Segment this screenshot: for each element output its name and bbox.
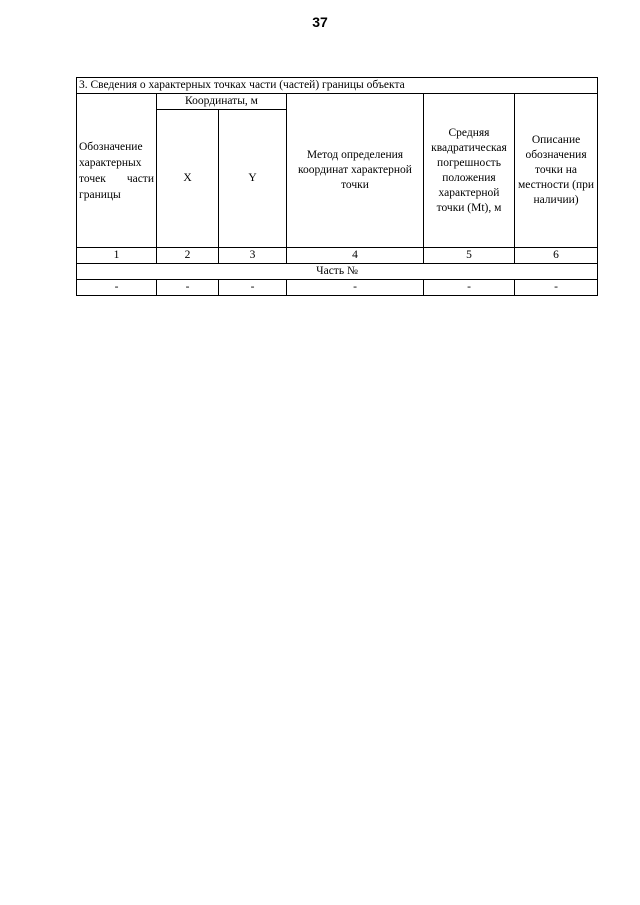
- column-number-row: [77, 248, 598, 264]
- table-cell: -: [515, 280, 598, 296]
- column-number: 3: [219, 248, 287, 264]
- header-method: Метод определения координат характерной точки: [287, 94, 424, 248]
- table-cell: -: [424, 280, 515, 296]
- header-x: X: [157, 110, 219, 248]
- page-number: 37: [312, 14, 328, 30]
- table-cell: -: [219, 280, 287, 296]
- part-label: Часть №: [77, 264, 598, 280]
- part-row: [77, 264, 598, 280]
- header-y: Y: [219, 110, 287, 248]
- column-number: 5: [424, 248, 515, 264]
- header-coordinates: Координаты, м: [157, 94, 287, 110]
- header-point-designation: Обозначение характерных точек части границы: [77, 94, 157, 248]
- header-accuracy: Средняя квадратическая погрешность положения характерной точки (Mt), м: [424, 94, 515, 248]
- boundary-points-table: [76, 77, 598, 296]
- section-title: 3. Сведения о характерных точках части (частей) границы объекта: [77, 78, 598, 94]
- column-number: 4: [287, 248, 424, 264]
- table-cell: -: [287, 280, 424, 296]
- table-cell: -: [77, 280, 157, 296]
- table-cell: -: [157, 280, 219, 296]
- column-number: 2: [157, 248, 219, 264]
- column-number: 6: [515, 248, 598, 264]
- header-description: Описание обозначения точки на местности (при наличии): [515, 94, 598, 248]
- column-number: 1: [77, 248, 157, 264]
- table-row: [77, 280, 598, 296]
